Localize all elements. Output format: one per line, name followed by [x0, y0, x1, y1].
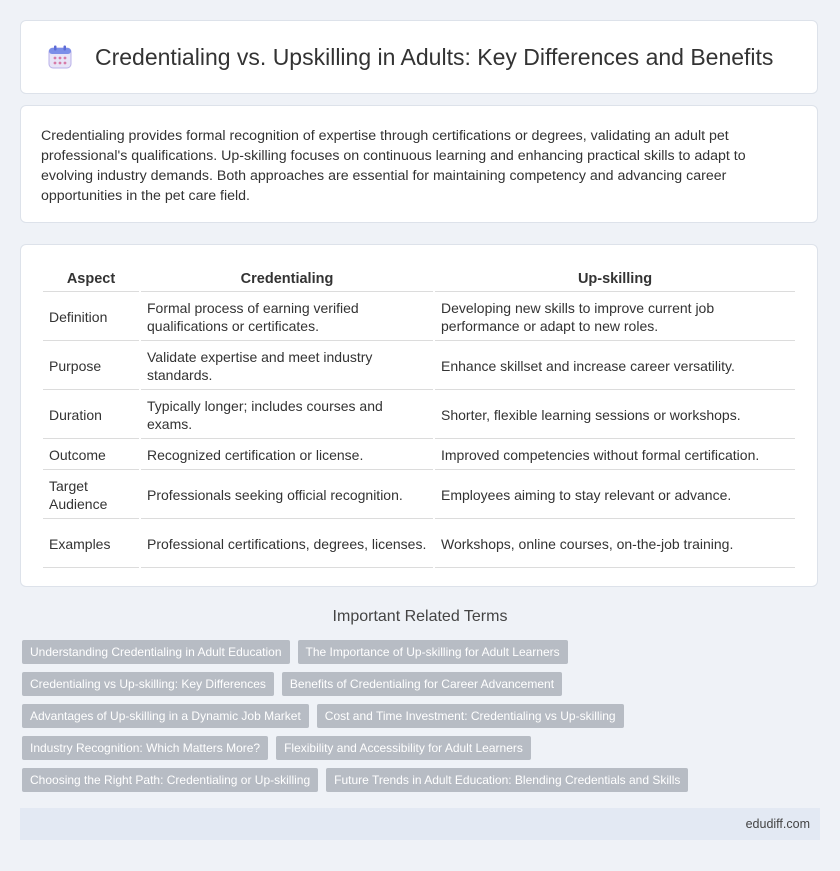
row-upskilling: Shorter, flexible learning sessions or workshops.	[435, 392, 795, 439]
row-upskilling: Enhance skillset and increase career versatility.	[435, 343, 795, 390]
related-term-tag[interactable]: Future Trends in Adult Education: Blending Credentials and Skills	[326, 768, 688, 792]
related-term-tag[interactable]: Advantages of Up-skilling in a Dynamic Job Market	[22, 704, 309, 728]
table-header-row	[43, 267, 795, 292]
table-row	[43, 472, 795, 519]
row-aspect: Outcome	[43, 441, 139, 470]
row-upskilling: Workshops, online courses, on-the-job training.	[435, 521, 795, 568]
row-credentialing: Validate expertise and meet industry standards.	[141, 343, 433, 390]
table-row	[43, 343, 795, 390]
row-credentialing: Formal process of earning verified qualifications or certificates.	[141, 294, 433, 341]
column-header-aspect: Aspect	[43, 267, 139, 292]
related-term-tag[interactable]: Understanding Credentialing in Adult Education	[22, 640, 290, 664]
row-aspect: Target Audience	[43, 472, 139, 519]
row-aspect: Purpose	[43, 343, 139, 390]
table-row	[43, 294, 795, 341]
related-term-tag[interactable]: Credentialing vs Up-skilling: Key Differences	[22, 672, 274, 696]
related-term-tag[interactable]: Industry Recognition: Which Matters More?	[22, 736, 268, 760]
related-term-tag[interactable]: The Importance of Up-skilling for Adult Learners	[298, 640, 568, 664]
footer	[20, 808, 820, 840]
comparison-table-card	[20, 244, 818, 587]
row-credentialing: Professional certifications, degrees, licenses.	[141, 521, 433, 568]
row-aspect: Definition	[43, 294, 139, 341]
related-terms-title: Important Related Terms	[332, 608, 508, 625]
row-credentialing: Typically longer; includes courses and exams.	[141, 392, 433, 439]
row-upskilling: Improved competencies without formal certification.	[435, 441, 795, 470]
row-credentialing: Professionals seeking official recognition.	[141, 472, 433, 519]
related-term-tag[interactable]: Benefits of Credentialing for Career Advancement	[282, 672, 562, 696]
related-term-tag[interactable]: Cost and Time Investment: Credentialing vs Up-skilling	[317, 704, 624, 728]
table-row	[43, 441, 795, 470]
calendar-icon	[47, 44, 73, 70]
comparison-table	[41, 265, 797, 570]
row-aspect: Duration	[43, 392, 139, 439]
column-header-upskilling: Up-skilling	[435, 267, 795, 292]
row-upskilling: Developing new skills to improve current job performance or adapt to new roles.	[435, 294, 795, 341]
table-row	[43, 392, 795, 439]
related-term-tag[interactable]: Choosing the Right Path: Credentialing or Up-skilling	[22, 768, 318, 792]
intro-paragraph: Credentialing provides formal recognition of expertise through certifications or degrees, validating an adult pet professional's qualifications. Up-skilling focuses on continuous learning and enhancing practical skills to adapt to evolving industry demands. Both approaches are essential for maintaining competency and advancing career opportunities in the pet care field.	[41, 128, 746, 204]
row-aspect: Examples	[43, 521, 139, 568]
page-title: Credentialing vs. Upskilling in Adults: Key Differences and Benefits	[95, 43, 774, 70]
footer-site-link[interactable]: edudiff.com	[745, 817, 810, 831]
header-card	[20, 20, 818, 94]
intro-card	[20, 105, 818, 223]
related-term-tag[interactable]: Flexibility and Accessibility for Adult Learners	[276, 736, 531, 760]
table-row	[43, 521, 795, 568]
row-upskilling: Employees aiming to stay relevant or advance.	[435, 472, 795, 519]
row-credentialing: Recognized certification or license.	[141, 441, 433, 470]
related-terms-tags	[22, 640, 722, 800]
column-header-credentialing: Credentialing	[141, 267, 433, 292]
